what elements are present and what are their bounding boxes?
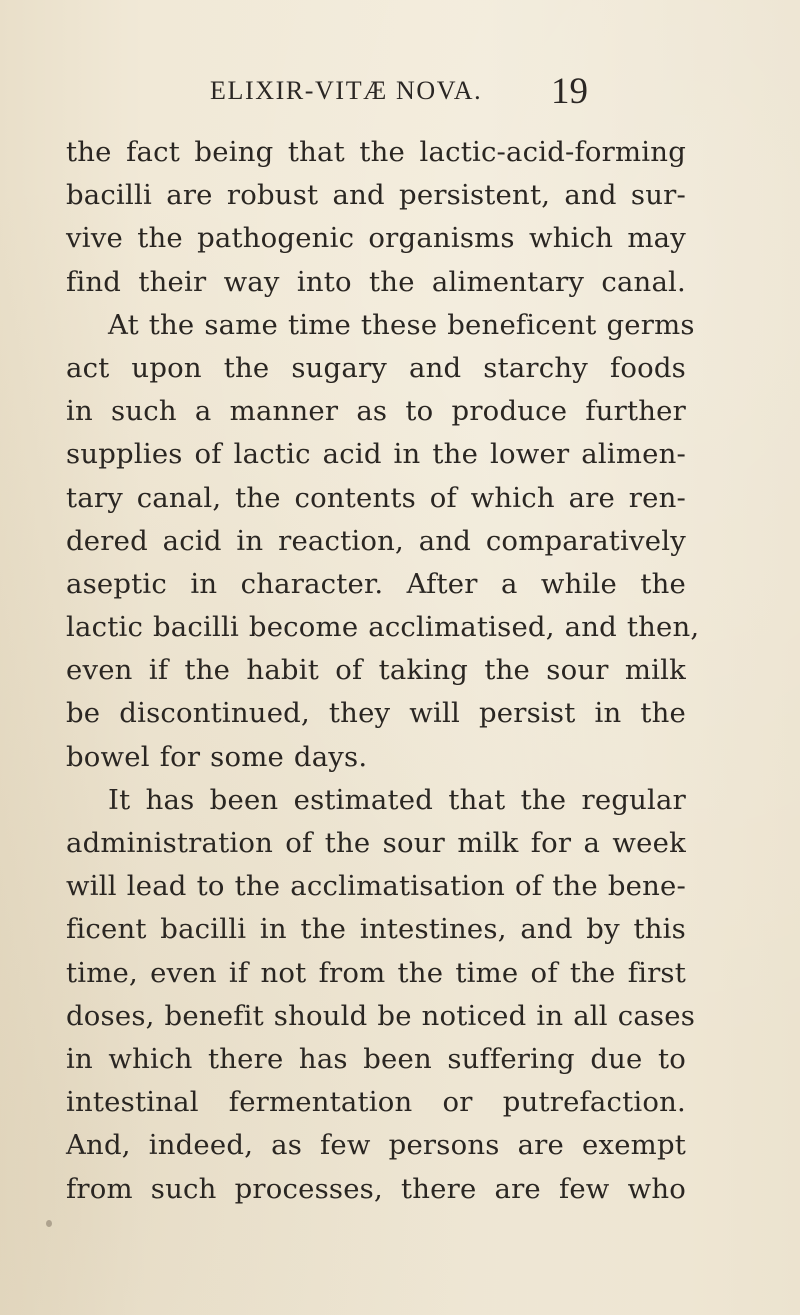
text-line: in such a manner as to produce further bbox=[66, 395, 686, 428]
text-line: bowel for some days. bbox=[66, 740, 368, 773]
text-line: administration of the sour milk for a week bbox=[66, 827, 686, 859]
text-line: the fact being that the lactic-acid-forming bbox=[66, 136, 686, 168]
text-line: ficent bacilli in the intestines, and by this bbox=[66, 913, 686, 946]
page-number: 19 bbox=[551, 71, 588, 112]
running-head bbox=[0, 70, 800, 110]
text-line: bacilli are robust and persistent, and sur- bbox=[66, 179, 686, 212]
text-line: It has been estimated that the regular bbox=[108, 783, 686, 816]
text-line: time, even if not from the time of the first bbox=[66, 956, 686, 989]
text-line: dered acid in reaction, and comparatively bbox=[66, 524, 686, 557]
running-head-title: ELIXIR-VITÆ NOVA. bbox=[210, 76, 483, 105]
text-line: be discontinued, they will persist in the bbox=[66, 697, 686, 730]
text-line: intestinal fermentation or putrefaction. bbox=[66, 1086, 686, 1119]
text-line: find their way into the alimentary canal. bbox=[66, 265, 686, 298]
text-line: aseptic in character. After a while the bbox=[66, 567, 686, 600]
text-line: in which there has been suffering due to bbox=[66, 1042, 686, 1075]
text-line: doses, benefit should be noticed in all cases bbox=[66, 999, 696, 1032]
text-line: At the same time these beneficent germs bbox=[108, 308, 695, 341]
text-line: vive the pathogenic organisms which may bbox=[66, 222, 686, 255]
text-line: even if the habit of taking the sour milk bbox=[66, 654, 686, 687]
paper-speck bbox=[46, 1220, 52, 1227]
body-text bbox=[66, 131, 700, 1211]
text-line: tary canal, the contents of which are ren- bbox=[66, 481, 686, 514]
text-line: lactic bacilli become acclimatised, and then, bbox=[66, 611, 700, 644]
text-line: from such processes, there are few who bbox=[66, 1172, 686, 1205]
text-line: supplies of lactic acid in the lower alimen- bbox=[66, 438, 686, 471]
text-line: And, indeed, as few persons are exempt bbox=[66, 1129, 686, 1162]
text-line: will lead to the acclimatisation of the bene- bbox=[66, 870, 686, 903]
text-line: act upon the sugary and starchy foods bbox=[66, 351, 686, 384]
